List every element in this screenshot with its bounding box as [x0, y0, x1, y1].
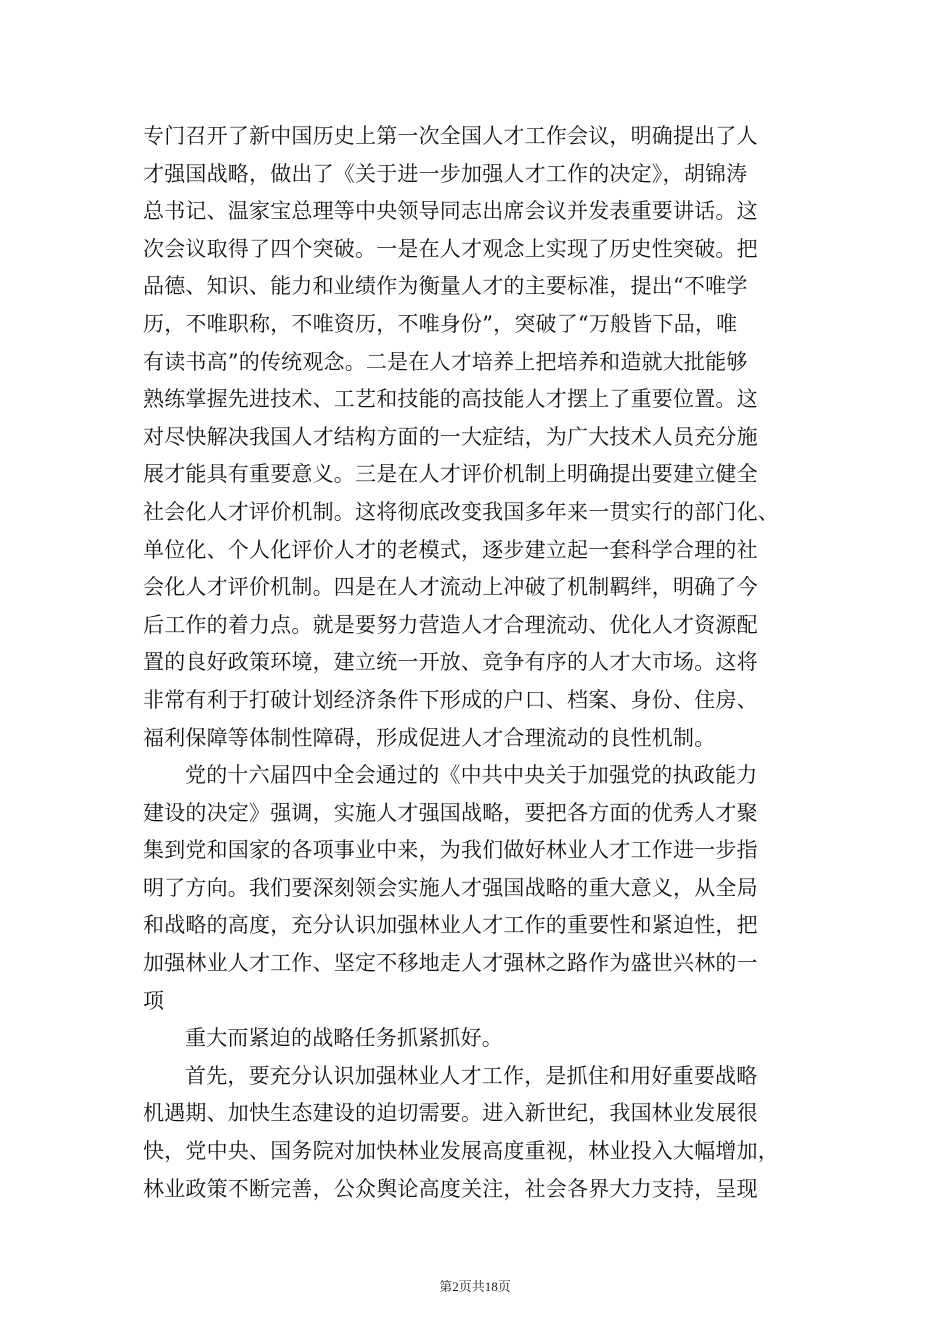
page-footer [0, 1276, 950, 1295]
text-line: 和战略的高度，充分认识加强林业人才工作的重要性和紧迫性，把 [143, 913, 758, 938]
text-line: 历，不唯职称，不唯资历，不唯身份”，突破了“万般皆下品，唯 [143, 311, 738, 336]
text-line: 建设的决定》强调，实施人才强国战略，要把各方面的优秀人才聚 [143, 800, 758, 825]
text-line: 才强国战略，做出了《关于进一步加强人才工作的决定》，胡锦涛 [143, 161, 748, 186]
text-line: 机遇期、加快生态建设的迫切需要。进入新世纪，我国林业发展很 [143, 1101, 758, 1126]
text-line: 加强林业人才工作、坚定不移地走人才强林之路作为盛世兴林的一 [143, 951, 758, 976]
text-line: 熟练掌握先进技术、工艺和技能的高技能人才摆上了重要位置。这 [143, 387, 758, 412]
text-line: 总书记、温家宝总理等中央领导同志出席会议并发表重要讲话。这 [143, 199, 758, 224]
total-page-count: 18 [484, 1279, 498, 1294]
text-line: 有读书高”的传统观念。二是在人才培养上把培养和造就大批能够 [143, 349, 748, 374]
text-line: 会化人才评价机制。四是在人才流动上冲破了机制羁绊，明确了今 [143, 575, 758, 600]
paragraph-start-line: 重大而紧迫的战略任务抓紧抓好。 [185, 1026, 503, 1051]
text-line: 次会议取得了四个突破。一是在人才观念上实现了历史性突破。把 [143, 236, 758, 261]
text-line: 社会化人才评价机制。这将彻底改变我国多年来一贯实行的部门化、 [143, 499, 779, 524]
footer-middle: 页共 [458, 1280, 485, 1295]
text-line: 置的良好政策环境，建立统一开放、竞争有序的人才大市场。这将 [143, 650, 758, 675]
text-line: 非常有利于打破计划经济条件下形成的户口、档案、身份、住房、 [143, 687, 758, 712]
text-line: 林业政策不断完善，公众舆论高度关注，社会各界大力支持，呈现 [143, 1176, 758, 1201]
text-line: 后工作的着力点。就是要努力营造人才合理流动、优化人才资源配 [143, 612, 758, 637]
paragraph-start-line: 首先，要充分认识加强林业人才工作，是抓住和用好重要战略 [185, 1063, 758, 1088]
text-line: 展才能具有重要意义。三是在人才评价机制上明确提出要建立健全 [143, 462, 758, 487]
text-line: 对尽快解决我国人才结构方面的一大症结，为广大技术人员充分施 [143, 424, 758, 449]
text-line: 单位化、个人化评价人才的老模式，逐步建立起一套科学合理的社 [143, 537, 758, 562]
text-line: 明了方向。我们要深刻领会实施人才强国战略的重大意义，从全局 [143, 875, 758, 900]
footer-suffix: 页 [497, 1280, 511, 1295]
document-body [143, 118, 813, 1208]
text-line: 项 [143, 988, 165, 1013]
text-line: 品德、知识、能力和业绩作为衡量人才的主要标准，提出“不唯学 [143, 274, 748, 299]
text-line: 快，党中央、国务院对加快林业发展高度重视，林业投入大幅增加， [143, 1139, 779, 1164]
current-page-number: 2 [452, 1279, 459, 1294]
paragraph-start-line: 党的十六届四中全会通过的《中共中央关于加强党的执政能力 [185, 763, 758, 788]
text-line: 集到党和国家的各项事业中来，为我们做好林业人才工作进一步指 [143, 838, 758, 863]
footer-prefix: 第 [439, 1280, 453, 1295]
text-line: 福利保障等体制性障碍，形成促进人才合理流动的良性机制。 [143, 725, 716, 750]
text-line: 专门召开了新中国历史上第一次全国人才工作会议，明确提出了人 [143, 124, 758, 148]
